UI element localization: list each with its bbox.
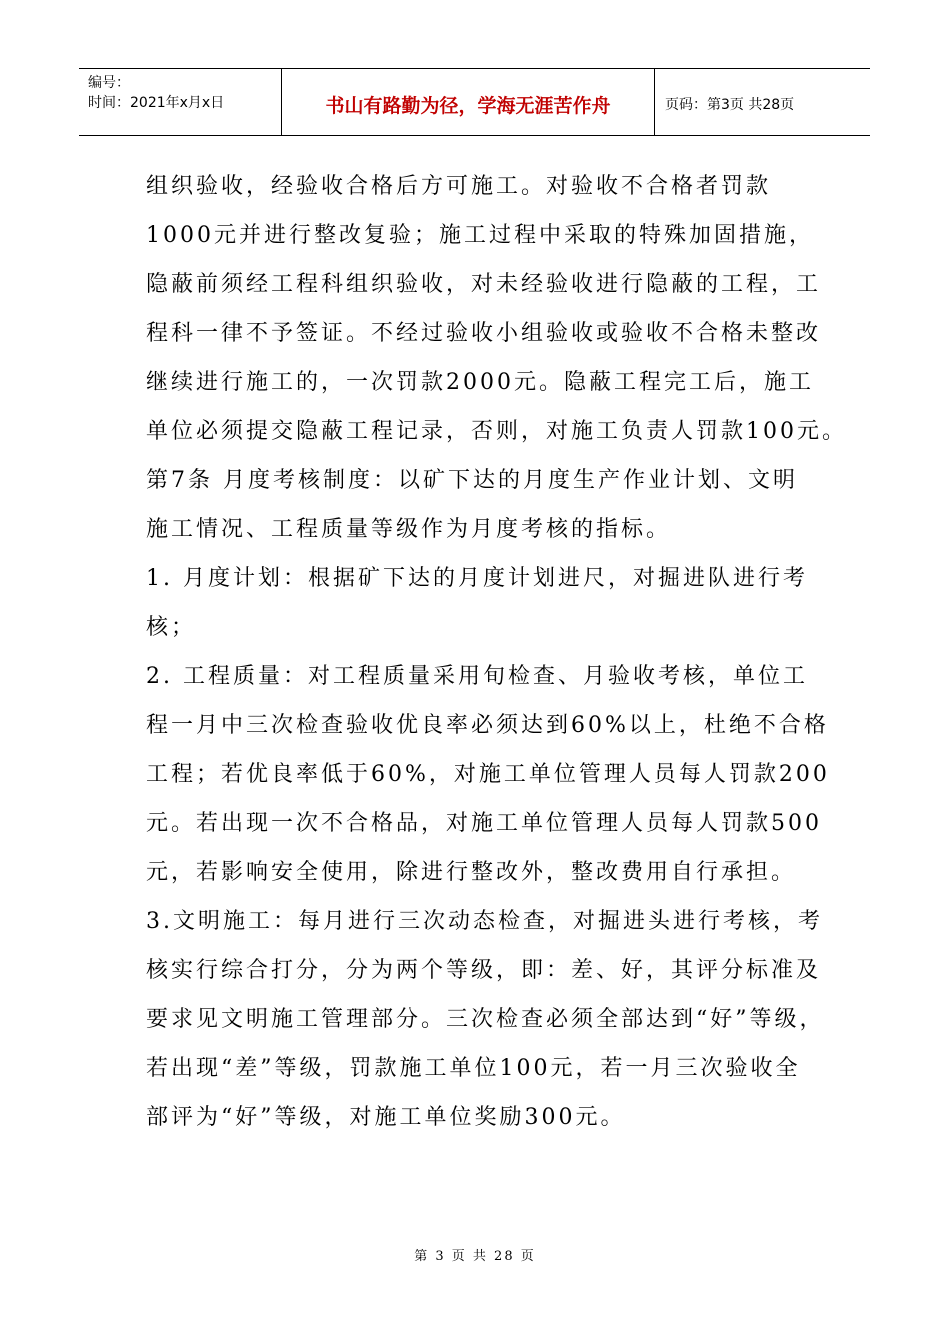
text-line: 单位必须提交隐蔽工程记录，否则，对施工负责人罚款100元。 <box>146 419 847 444</box>
page-footer: 第 3 页 共 28 页 <box>414 1249 536 1264</box>
text-line: 元，若影响安全使用，除进行整改外，整改费用自行承担。 <box>146 860 797 885</box>
text-line: 1000元并进行整改复验；施工过程中采取的特殊加固措施， <box>146 223 814 248</box>
text-line: 隐蔽前须经工程科组织验收，对未经验收进行隐蔽的工程，工 <box>146 272 822 297</box>
text-line: 要求见文明施工管理部分。三次检查必须全部达到“好”等级， <box>146 1007 825 1032</box>
header-motto: 书山有路勤为径，学海无涯苦作舟 <box>282 69 655 135</box>
header-page-info: 页码：第3页 共28页 <box>665 97 795 113</box>
text-line: 核实行综合打分，分为两个等级，即：差、好，其评分标准及 <box>146 958 822 983</box>
page-header <box>79 68 870 136</box>
text-line: 继续进行施工的，一次罚款2000元。隐蔽工程完工后，施工 <box>146 370 814 395</box>
text-line: 1. 月度计划：根据矿下达的月度计划进尺，对掘进队进行考 <box>146 566 808 591</box>
text-line: 3.文明施工：每月进行三次动态检查，对掘进头进行考核，考 <box>146 909 823 934</box>
text-line: 施工情况、工程质量等级作为月度考核的指标。 <box>146 517 672 542</box>
text-line: 核； <box>146 615 197 640</box>
document-time-label: 时间：2021年x月x日 <box>88 95 225 111</box>
text-line: 第7条 月度考核制度：以矿下达的月度生产作业计划、文明 <box>146 468 798 493</box>
text-line: 若出现“差”等级，罚款施工单位100元，若一月三次验收全 <box>146 1056 801 1081</box>
text-line: 工程；若优良率低于60%，对施工单位管理人员每人罚款200 <box>146 762 830 787</box>
text-line: 程科一律不予签证。不经过验收小组验收或验收不合格未整改 <box>146 321 822 346</box>
text-line: 组织验收，经验收合格后方可施工。对验收不合格者罚款 <box>146 174 772 199</box>
document-body <box>146 162 847 1142</box>
document-number-label: 编号： <box>88 75 130 91</box>
text-line: 2. 工程质量：对工程质量采用旬检查、月验收考核，单位工 <box>146 664 808 689</box>
text-line: 元。若出现一次不合格品，对施工单位管理人员每人罚款500 <box>146 811 822 836</box>
text-line: 程一月中三次检查验收优良率必须达到60%以上，杜绝不合格 <box>146 713 829 738</box>
text-line: 部评为“好”等级，对施工单位奖励300元。 <box>146 1105 626 1130</box>
header-meta <box>79 69 282 135</box>
